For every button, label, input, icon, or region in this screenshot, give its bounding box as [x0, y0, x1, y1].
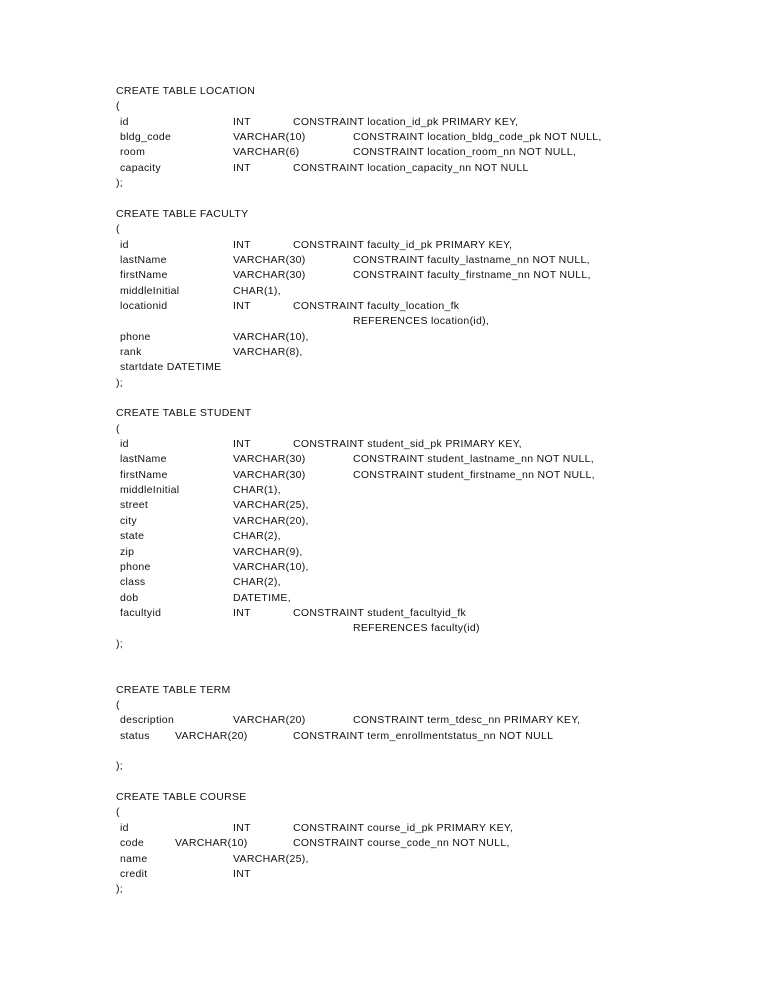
code-line [0, 299, 768, 314]
code-line [0, 422, 768, 437]
column-name: code [120, 837, 144, 850]
code-line [0, 268, 768, 283]
code-line [0, 345, 768, 360]
column-name: phone [120, 330, 151, 343]
column-type: CHAR(1), [233, 484, 281, 497]
blank-line [0, 667, 768, 682]
column-type: VARCHAR(30) [233, 253, 306, 266]
column-type: VARCHAR(20) [233, 714, 306, 727]
column-type: VARCHAR(30) [233, 453, 306, 466]
column-type: VARCHAR(20), [233, 514, 309, 527]
constraint-text: CONSTRAINT location_bldg_code_pk NOT NULL, [353, 131, 602, 144]
column-name: zip [120, 545, 135, 558]
code-line [0, 698, 768, 713]
code-line [0, 560, 768, 575]
column-name: facultyid [120, 606, 162, 619]
constraint-text: CONSTRAINT student_firstname_nn NOT NULL, [353, 468, 595, 481]
constraint-text: CONSTRAINT faculty_firstname_nn NOT NULL, [353, 269, 591, 282]
code-line [0, 514, 768, 529]
code-line [0, 176, 768, 191]
code-line [0, 330, 768, 345]
table-heading: CREATE TABLE TERM [116, 683, 231, 696]
column-name: name [120, 852, 148, 865]
column-type: VARCHAR(30) [233, 468, 306, 481]
constraint-text: ( [116, 422, 120, 435]
constraint-text: CONSTRAINT faculty_lastname_nn NOT NULL, [353, 253, 590, 266]
constraint-text: CONSTRAINT student_lastname_nn NOT NULL, [353, 453, 594, 466]
constraint-text: ( [116, 100, 120, 113]
column-type: INT [233, 821, 251, 834]
column-type: VARCHAR(9), [233, 545, 303, 558]
constraint-text: ); [116, 376, 124, 389]
constraint-text: ( [116, 806, 120, 819]
column-name: lastName [120, 253, 167, 266]
code-line [0, 483, 768, 498]
column-name: room [120, 146, 146, 159]
code-line [0, 161, 768, 176]
constraint-text: CONSTRAINT faculty_id_pk PRIMARY KEY, [293, 238, 513, 251]
column-name: lastName [120, 453, 167, 466]
constraint-text: CONSTRAINT course_code_nn NOT NULL, [293, 837, 510, 850]
column-type: INT [233, 438, 251, 451]
column-name: id [120, 821, 129, 834]
code-line [0, 729, 768, 744]
column-name: state [120, 530, 145, 543]
constraint-text: CONSTRAINT term_enrollmentstatus_nn NOT NULL [293, 729, 554, 742]
code-line [0, 222, 768, 237]
column-type: VARCHAR(25), [233, 852, 309, 865]
column-name: city [120, 514, 137, 527]
code-line [0, 284, 768, 299]
constraint-text: REFERENCES faculty(id) [353, 622, 480, 635]
code-line [0, 99, 768, 114]
code-line [0, 852, 768, 867]
code-line [0, 360, 768, 375]
code-line [0, 452, 768, 467]
column-name: status [120, 729, 150, 742]
code-line [0, 207, 768, 222]
column-type: VARCHAR(8), [233, 345, 303, 358]
column-name: locationid [120, 299, 168, 312]
column-type: INT [233, 867, 251, 880]
code-line [0, 498, 768, 513]
column-name: capacity [120, 161, 161, 174]
column-type: VARCHAR(10) [233, 131, 306, 144]
code-line [0, 529, 768, 544]
constraint-text: CONSTRAINT student_facultyid_fk [293, 606, 467, 619]
code-line [0, 882, 768, 897]
code-line [0, 238, 768, 253]
column-type: VARCHAR(25), [233, 499, 309, 512]
column-name: class [120, 576, 146, 589]
table-heading: CREATE TABLE LOCATION [116, 85, 256, 97]
constraint-text: CONSTRAINT location_id_pk PRIMARY KEY, [293, 115, 519, 128]
column-type: VARCHAR(10), [233, 330, 309, 343]
constraint-text: ( [116, 223, 120, 236]
column-name: id [120, 238, 129, 251]
column-type: INT [233, 606, 251, 619]
column-name: middleInitial [120, 484, 180, 497]
constraint-text: CONSTRAINT location_room_nn NOT NULL, [353, 146, 577, 159]
column-name: id [120, 438, 129, 451]
code-line [0, 821, 768, 836]
code-line [0, 637, 768, 652]
column-type: INT [233, 299, 251, 312]
code-line [0, 606, 768, 621]
column-type: INT [233, 238, 251, 251]
code-line [0, 84, 768, 99]
constraint-text: CONSTRAINT term_tdesc_nn PRIMARY KEY, [353, 714, 581, 727]
column-type: INT [233, 115, 251, 128]
table-heading: CREATE TABLE FACULTY [116, 207, 249, 220]
code-line [0, 805, 768, 820]
table-heading: CREATE TABLE STUDENT [116, 407, 252, 420]
code-line [0, 790, 768, 805]
code-line [0, 867, 768, 882]
blank-line [0, 191, 768, 206]
blank-line [0, 775, 768, 790]
code-line [0, 115, 768, 130]
constraint-text: CONSTRAINT course_id_pk PRIMARY KEY, [293, 821, 514, 834]
column-name: id [120, 115, 129, 128]
column-name: firstName [120, 468, 168, 481]
constraint-text: ); [116, 760, 124, 773]
code-line [0, 683, 768, 698]
code-line [0, 575, 768, 590]
constraint-text: ( [116, 699, 120, 711]
column-type: INT [233, 161, 251, 174]
column-name: rank [120, 345, 142, 358]
code-line [0, 713, 768, 728]
constraint-text: CONSTRAINT student_sid_pk PRIMARY KEY, [293, 438, 522, 451]
column-name: bldg_code [120, 131, 172, 144]
code-line [0, 437, 768, 452]
code-line [0, 406, 768, 421]
column-type: DATETIME, [233, 591, 291, 604]
column-name: dob [120, 591, 139, 604]
code-line [0, 314, 768, 329]
constraint-text: startdate DATETIME [120, 361, 222, 374]
constraint-text: ); [116, 637, 124, 650]
code-line [0, 130, 768, 145]
constraint-text: ); [116, 177, 124, 190]
column-type: VARCHAR(20) [175, 729, 248, 742]
constraint-text: CONSTRAINT location_capacity_nn NOT NULL [293, 161, 529, 174]
column-name: street [120, 499, 149, 512]
code-line [0, 759, 768, 774]
column-name: credit [120, 867, 148, 880]
column-type: VARCHAR(10) [175, 837, 248, 850]
table-heading: CREATE TABLE COURSE [116, 791, 247, 804]
column-type: CHAR(2), [233, 576, 281, 589]
constraint-text: CONSTRAINT faculty_location_fk [293, 299, 460, 312]
column-type: VARCHAR(30) [233, 269, 306, 282]
column-name: phone [120, 560, 151, 573]
code-line [0, 591, 768, 606]
code-line [0, 836, 768, 851]
constraint-text: ); [116, 883, 124, 896]
code-line [0, 253, 768, 268]
blank-line [0, 391, 768, 406]
code-line [0, 545, 768, 560]
code-line [0, 468, 768, 483]
column-type: CHAR(1), [233, 284, 281, 297]
column-type: VARCHAR(6) [233, 146, 300, 159]
code-line [0, 621, 768, 636]
blank-line [0, 744, 768, 759]
column-type: VARCHAR(10), [233, 560, 309, 573]
blank-line [0, 652, 768, 667]
constraint-text: REFERENCES location(id), [353, 315, 490, 328]
column-name: middleInitial [120, 284, 180, 297]
column-name: description [120, 714, 175, 727]
code-line [0, 376, 768, 391]
column-type: CHAR(2), [233, 530, 281, 543]
code-line [0, 145, 768, 160]
column-name: firstName [120, 269, 168, 282]
